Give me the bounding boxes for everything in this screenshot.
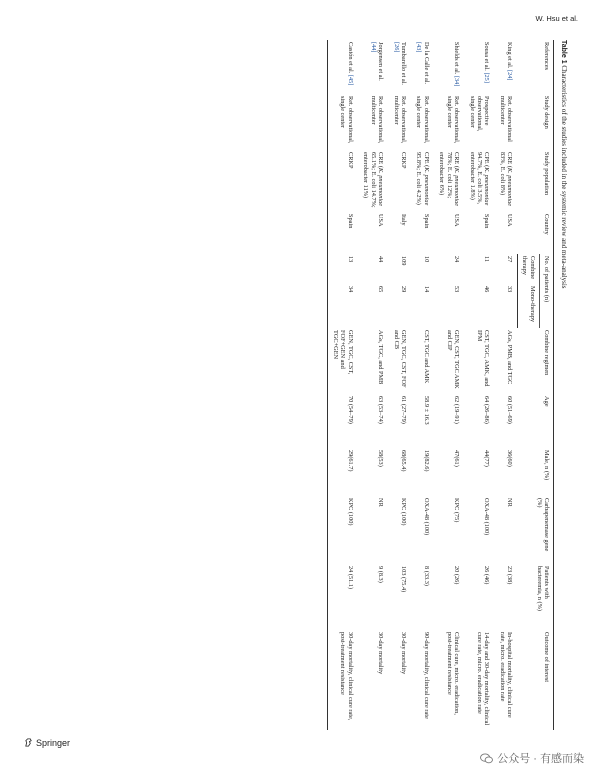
- bacteremia-cell: 9 (8.3): [377, 566, 385, 583]
- mono-therapy-cell: 33: [505, 286, 513, 293]
- outcome-cell: In-hospital mortality, clinical cure rate, micro. eradication rate: [498, 632, 514, 718]
- outcome-cell: Clinical cure, micro. eradication, post-treatment resistance: [445, 632, 461, 715]
- population-species: K. pneumoniae: [377, 167, 385, 207]
- reference-cell: [464, 40, 494, 94]
- springer-wordmark: Springer: [36, 738, 71, 748]
- reference-cell: [494, 40, 517, 94]
- carbapenemase-gene-cell: KPC (75): [453, 498, 461, 523]
- population-text: CRKP: [400, 152, 408, 169]
- rotated-table-area: [44, 36, 576, 734]
- header-carbapenemase-gene: Carbapenemase gene (%): [517, 496, 553, 564]
- running-header: W. Hsu et al.: [535, 14, 578, 23]
- reference-cell: [411, 40, 434, 94]
- age-cell: 64 (26–86): [483, 396, 491, 424]
- table-row: [358, 40, 388, 730]
- reference-author: De la Calle et al.: [422, 42, 430, 85]
- country-cell: USA: [453, 214, 461, 227]
- carbapenemase-gene-cell: OXA-48 (100): [483, 498, 491, 536]
- mono-therapy-cell: 53: [453, 286, 461, 293]
- carbapenemase-gene-cell: NR: [377, 498, 385, 507]
- carbapenemase-gene-cell: KPC (100): [400, 498, 408, 526]
- header-references: References: [517, 40, 553, 94]
- combine-regimen-cell: GEN, TGC, CST, FOF+GEN and TGC+GEN: [327, 328, 358, 394]
- bacteremia-cell: 20 (26): [453, 566, 461, 585]
- combine-therapy-cell: 10: [422, 256, 430, 263]
- age-cell: 61 (27–79): [400, 396, 408, 424]
- reference-cell: [358, 40, 388, 94]
- combine-regimen-cell: AGs, TGC, and PMB: [377, 330, 385, 385]
- country-cell: Spain: [483, 214, 491, 229]
- population-breakdown: 83%, E. coli 8%): [498, 152, 506, 196]
- reference-link[interactable]: [43]: [415, 42, 423, 53]
- population-breakdown: 65.1%; E. coli 14.7%; enterobacter 11%): [362, 152, 377, 208]
- outcome-cell: 14-day and 30-day mortality, clinical cure rate, micro. eradication rate: [475, 632, 491, 726]
- table-row: [464, 40, 494, 730]
- age-cell: 70 (54–79): [327, 394, 358, 448]
- combine-regimen-cell: GEN, CST, TGC AMK and CIP: [445, 330, 461, 389]
- study-population-cell: [434, 150, 464, 212]
- population-text: CRE (: [453, 152, 461, 168]
- table-row: [327, 40, 358, 730]
- outcome-cell: 30-day mortality: [377, 632, 385, 675]
- header-study-population: Study population: [517, 150, 553, 212]
- male-cell: 58(53): [377, 450, 385, 467]
- country-cell: Italy: [400, 214, 408, 226]
- bacteremia-cell: 8 (33.3): [422, 566, 430, 586]
- bacteremia-cell: 24 (51.1): [327, 564, 358, 630]
- table-row: [388, 40, 411, 730]
- age-cell: 60 (51–69): [506, 396, 514, 424]
- study-population-cell: [411, 150, 434, 212]
- outcome-cell: 30-day mortality, clinical cure rate, post-treatment resistance: [327, 630, 358, 730]
- bacteremia-cell: 103 (75.4): [400, 566, 408, 593]
- age-cell: 58.9 ± 16.3: [422, 396, 430, 425]
- mono-therapy-cell: 46: [483, 286, 491, 293]
- reference-author: Shields et al.: [453, 42, 461, 75]
- population-species: K. pneumoniae: [506, 167, 514, 207]
- population-breakdown: 95.8%; E. coli 4.2%): [415, 152, 423, 205]
- study-population-cell: [494, 150, 517, 212]
- study-design-cell: Prospective observational, single center: [468, 96, 491, 132]
- study-population-cell: [358, 150, 388, 212]
- study-design-cell: Ret. observational, multicenter: [369, 96, 385, 144]
- header-male: Male, n (%): [517, 448, 553, 496]
- combine-regimen-cell: CST, TGC and AMK: [422, 330, 430, 384]
- male-cell: 29(61.7): [327, 448, 358, 496]
- header-mono-therapy: Mono-therapy: [517, 284, 539, 328]
- combine-therapy-cell: 11: [483, 256, 491, 263]
- header-age: Age: [517, 394, 553, 448]
- population-text: CPE (: [483, 152, 491, 168]
- combine-regimen-cell: CST, TGC, AMK, and IPM: [475, 330, 491, 387]
- population-text: CPE (: [422, 152, 430, 168]
- reference-link[interactable]: [34]: [453, 75, 461, 87]
- reference-author: Sousa et al.: [483, 42, 491, 71]
- combine-therapy-cell: 24: [453, 256, 461, 263]
- reference-link[interactable]: [45]: [346, 74, 354, 86]
- header-outcome: Outcome of interest: [517, 630, 553, 730]
- springer-logo: [24, 738, 70, 748]
- population-species: K. pneumoniae: [422, 167, 430, 206]
- male-cell: 68(65.4): [400, 450, 408, 472]
- population-breakdown: 94.7%, E. coli 3.5%, enterobacter 1.8%): [468, 152, 483, 205]
- carbapenemase-gene-cell: KPC (100): [327, 496, 358, 564]
- outcome-cell: 90-day mortality, clinical cure rate: [422, 632, 430, 719]
- country-cell: Spain: [422, 214, 430, 229]
- male-cell: 47(61): [453, 450, 461, 467]
- population-text: CRKP: [346, 152, 354, 169]
- table-row: [494, 40, 517, 730]
- combine-therapy-cell: 13: [327, 254, 358, 284]
- reference-author: Tumbarello et al.: [400, 42, 408, 85]
- table-caption-text: Characteristics of the studies included in the systemic review and meta-analysis: [560, 65, 568, 289]
- country-cell: USA: [506, 214, 514, 227]
- table-row: [411, 40, 434, 730]
- population-text: CRE (: [506, 152, 514, 168]
- country-cell: Spain: [327, 212, 358, 254]
- mono-therapy-cell: 65: [377, 286, 385, 293]
- carbapenemase-gene-cell: OXA-48 (100): [422, 498, 430, 536]
- header-bacteremia: Patients with bacteremia, n (%): [517, 564, 553, 630]
- male-cell: 44(77): [483, 450, 491, 467]
- mono-therapy-cell: 14: [422, 286, 430, 293]
- population-text: CRE (: [377, 152, 385, 168]
- age-cell: 63 (53–74): [377, 396, 385, 424]
- header-study-design: Study design: [517, 94, 553, 150]
- bacteremia-cell: 23 (38): [506, 566, 514, 585]
- header-no-patients: No. of patients (n): [539, 254, 553, 328]
- table-row: [434, 40, 464, 730]
- reference-link[interactable]: [25]: [483, 72, 491, 83]
- wechat-watermark: [480, 750, 584, 766]
- springer-horse-icon: [24, 738, 33, 747]
- table-caption: [560, 40, 568, 289]
- combine-therapy-cell: 44: [377, 256, 385, 263]
- header-combine-therapy: Combine therapy: [517, 254, 539, 284]
- combine-therapy-cell: 109: [400, 256, 408, 266]
- table-label: Table 1: [560, 40, 567, 64]
- combine-therapy-cell: 27: [505, 256, 513, 263]
- mono-therapy-cell: 29: [400, 286, 408, 293]
- bacteremia-cell: 26 (46): [483, 566, 491, 585]
- study-population-cell: [464, 150, 494, 212]
- reference-cell: [327, 40, 358, 94]
- watermark-text: 公众号 · 有感而染: [497, 753, 584, 765]
- country-cell: USA: [377, 214, 385, 227]
- wechat-icon: [480, 753, 493, 764]
- reference-author: Castón et al.: [346, 42, 354, 74]
- carbapenemase-gene-cell: NR: [506, 498, 514, 507]
- study-design-cell: Ret. observational, multicenter: [392, 96, 408, 144]
- reference-cell: [434, 40, 464, 94]
- study-design-cell: Ret. observational, single center: [415, 96, 430, 144]
- study-population-cell: [388, 150, 411, 212]
- landscape-page: [44, 36, 576, 734]
- population-species: K. pneumoniae: [483, 167, 491, 206]
- study-design-cell: Ret. observational, single center: [327, 94, 358, 150]
- reference-link[interactable]: [24]: [506, 69, 514, 81]
- characteristics-table: [327, 40, 554, 730]
- header-combine-regimen: Combine regimen: [517, 328, 553, 394]
- study-population-cell: [327, 150, 358, 212]
- header-country: Country: [517, 212, 553, 254]
- reference-link[interactable]: [26]: [392, 42, 400, 53]
- reference-link[interactable]: [44]: [369, 42, 377, 53]
- male-cell: 36(60): [506, 450, 514, 467]
- population-breakdown: 78%; E. coli 12%; enterobacter 6%): [438, 152, 453, 199]
- combine-regimen-cell: GEN, TGC, CST, FOF and CB: [392, 330, 408, 388]
- population-species: K. pneumoniae: [453, 167, 461, 207]
- age-cell: 62 (19–91): [453, 396, 461, 424]
- reference-author: King et al.: [506, 42, 514, 69]
- reference-cell: [388, 40, 411, 94]
- reference-author: Jorgensen et al.: [377, 42, 385, 81]
- mono-therapy-cell: 34: [327, 284, 358, 328]
- study-design-cell: Ret. observational, single center: [445, 96, 461, 144]
- combine-regimen-cell: AGs, PMB, and TGC: [506, 330, 514, 385]
- outcome-cell: 30-day mortality: [400, 632, 408, 675]
- study-design-cell: Ret. observational multicenter: [498, 96, 514, 142]
- male-cell: 19(82.6): [422, 450, 430, 472]
